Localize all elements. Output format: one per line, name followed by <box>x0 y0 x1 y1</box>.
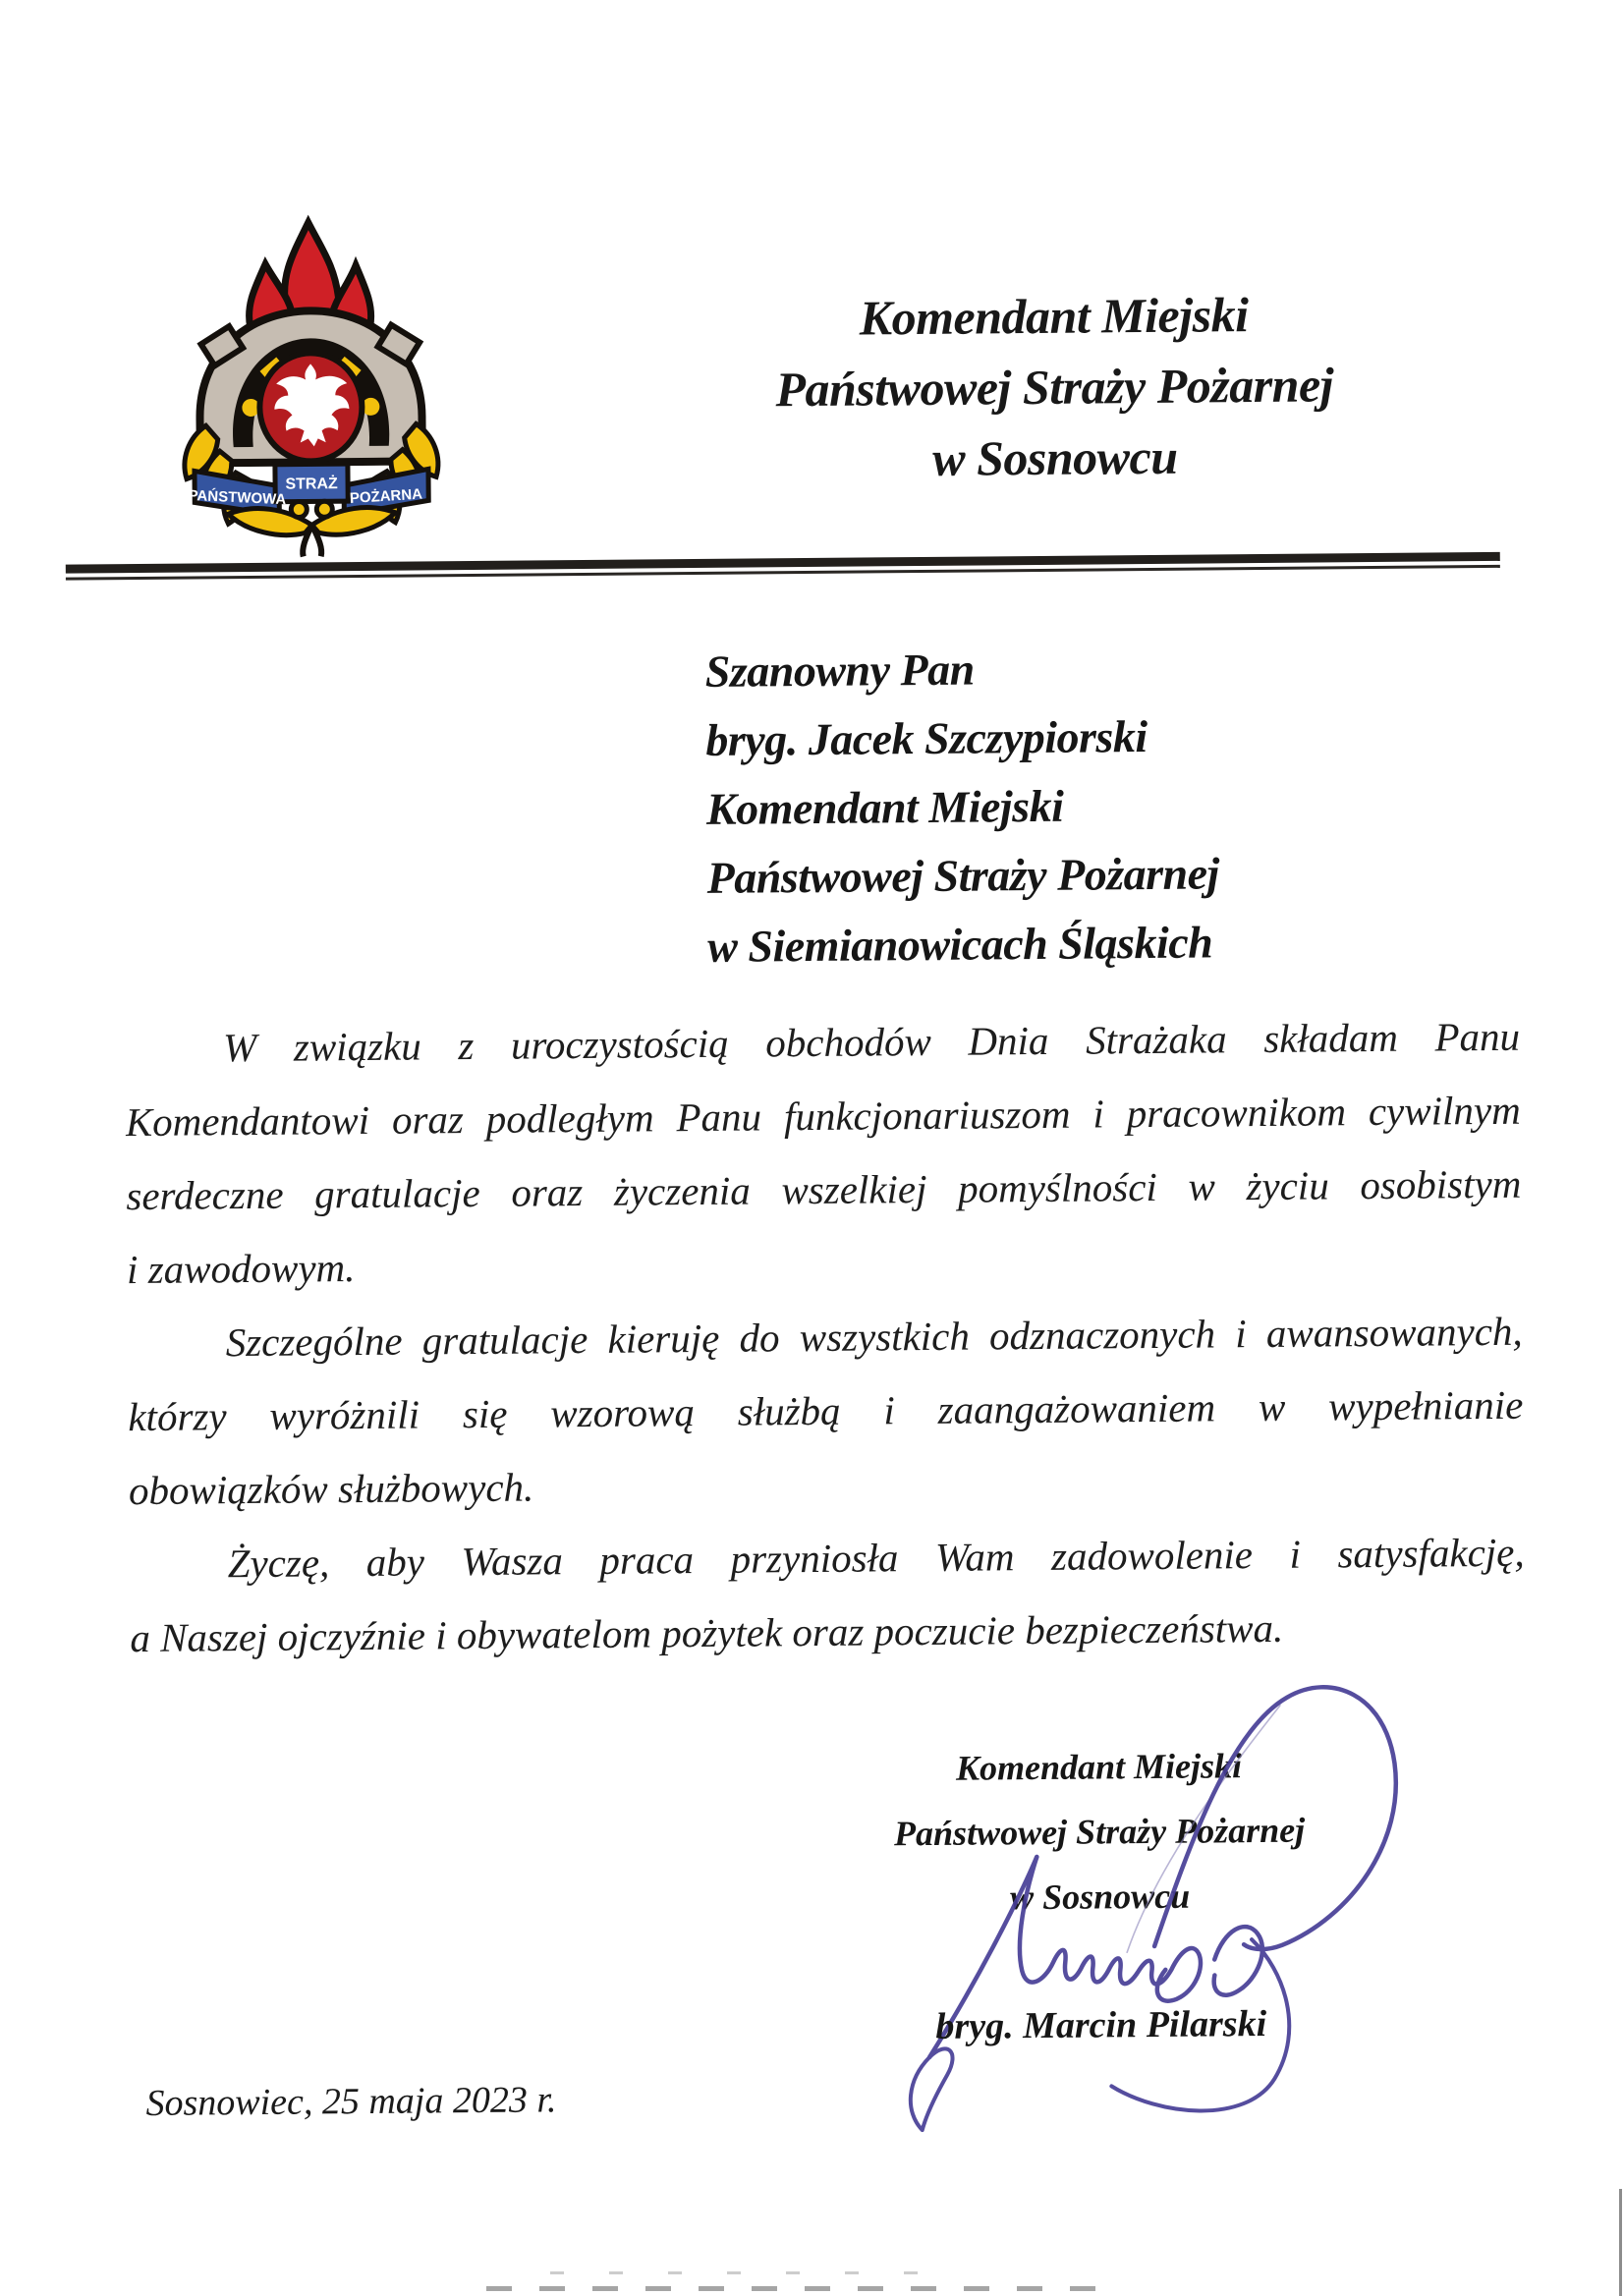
body-line: obowiązków służbowych. <box>128 1464 534 1514</box>
body-line: Szczególne gratulacje kieruję do wszystkich odznaczonych i awansowanych, <box>225 1308 1523 1366</box>
letter-body <box>125 1000 1526 1675</box>
recipient-line: Szanowny Pan <box>704 644 975 697</box>
scan-artifact-bottom-specks <box>550 2271 963 2274</box>
signature-title-line: Państwowej Straży Pożarnej <box>893 1810 1306 1854</box>
recipient-line: w Siemianowicach Śląskich <box>706 917 1213 972</box>
signature-name: bryg. Marcin Pilarski <box>935 2002 1267 2047</box>
ribbon-text-center: STRAŻ <box>285 476 338 493</box>
handwritten-signature <box>858 1652 1510 2150</box>
sender-header <box>719 278 1389 496</box>
body-line: i zawodowym. <box>126 1245 356 1293</box>
eagle-roundel <box>259 353 363 462</box>
signature-title-line: Komendant Miejski <box>955 1746 1243 1788</box>
bottom-branches <box>228 501 395 557</box>
body-line: którzy wyróżnili się wzorową służbą i zaangażowaniem w wypełnianie <box>128 1381 1524 1440</box>
sender-line: w Sosnowcu <box>931 428 1178 486</box>
recipient-block <box>704 631 1454 981</box>
sender-line: Państwowej Straży Pożarnej <box>775 357 1334 418</box>
body-line: Życzę, aby Wasza praca przyniosła Wam zadowolenie i satysfakcję, <box>227 1529 1525 1587</box>
ribbon-text-right: POŻARNA <box>349 485 423 508</box>
recipient-line: Komendant Miejski <box>705 780 1064 834</box>
body-line: serdeczne gratulacje oraz życzenia wszelkiej pomyślności w życiu osobistym <box>126 1160 1522 1219</box>
recipient-line: Państwowej Straży Pożarnej <box>706 848 1220 903</box>
body-line: W związku z uroczystością obchodów Dnia Strażaka składam Panu <box>222 1013 1521 1071</box>
dateline: Sosnowiec, 25 maja 2023 r. <box>145 2079 557 2124</box>
sender-line: Komendant Miejski <box>859 287 1249 346</box>
body-line: a Naszej ojczyźnie i obywatelom pożytek oraz poczucie bezpieczeństwa. <box>130 1604 1284 1661</box>
psp-emblem-logo <box>175 213 447 559</box>
body-line: Komendantowi oraz podległym Panu funkcjonariuszom i pracownikom cywilnym <box>125 1087 1521 1146</box>
scan-artifact-bottom <box>486 2286 1115 2291</box>
recipient-line: bryg. Jacek Szczypiorski <box>705 711 1148 765</box>
scan-artifact-right-edge <box>1619 2189 1622 2296</box>
signature-title-line: w Sosnowcu <box>1009 1876 1191 1918</box>
ribbon-text-left: PAŃSTWOWA <box>188 486 287 509</box>
